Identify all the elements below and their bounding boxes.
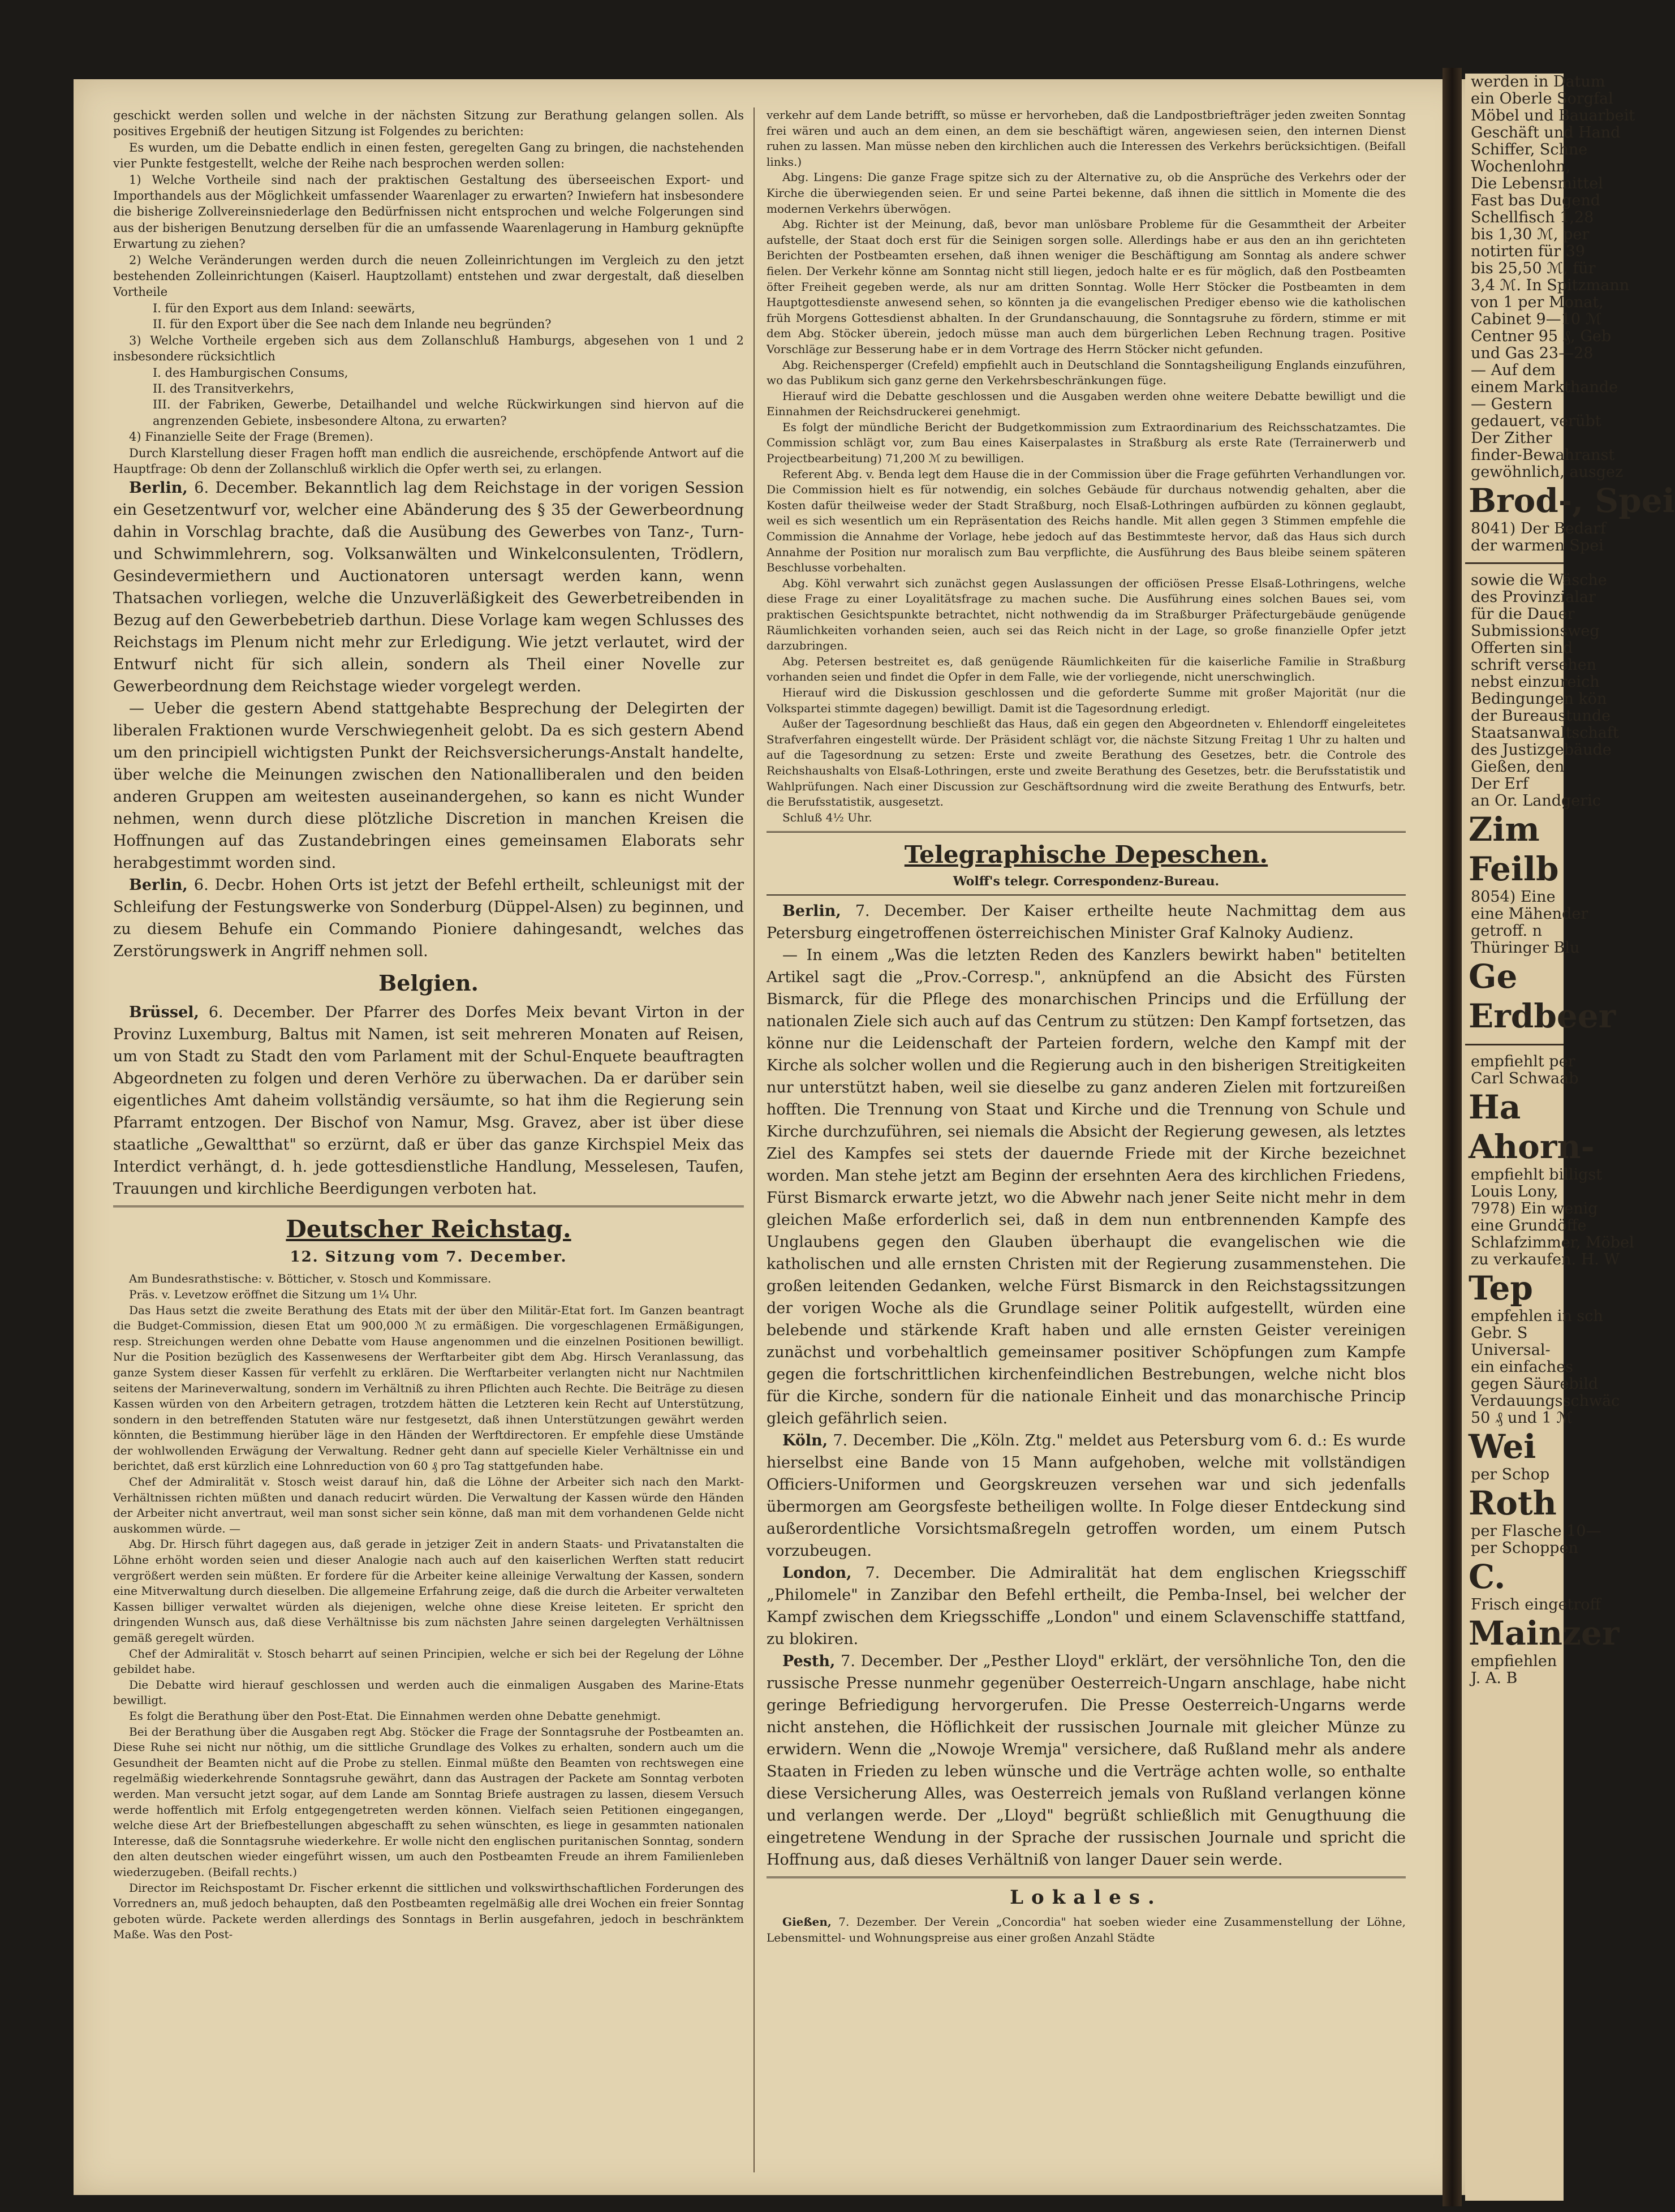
adjacent-page-line: ein einfaches [1471, 1358, 1574, 1376]
adjacent-page-line: Die Lebensmittel [1471, 175, 1603, 192]
bureau-subheading: Wolff's telegr. Correspondenz-Bureau. [953, 874, 1220, 889]
adjacent-page-line: per Schoppen [1471, 1539, 1578, 1557]
adjacent-page-line: einem Markthande [1471, 378, 1618, 396]
reichstag-paragraph: Präs. v. Levetzow eröffnet die Sitzung um 1¼ Uhr. [129, 1287, 417, 1301]
adjacent-page-line: Brod-, Spei [1469, 481, 1675, 520]
adjacent-page-line: getroff. n [1471, 922, 1543, 940]
adjacent-page-line: empfiehlt billigst [1471, 1166, 1603, 1184]
adjacent-page-line: Schlafzimmer, Möbel [1471, 1234, 1634, 1251]
adjacent-page-line: Der Zither [1471, 429, 1552, 447]
dateline-date: 6. Decbr. [193, 876, 265, 894]
reichstag-paragraph: Außer der Tagesordnung beschließt das Haus, daß ein gegen den Abgeordneten v. Ehlendorff eingeleitetes Strafverfahren eingestellt würde. Der Präsident schlägt vor, die nächste Sitzung Freitag 1 Uhr zu halten und auf die Tagesordnung zu setzen: Erste und zweite Berathung des Gesetzes, betr. die Controle des Reichshaushalts von Elsaß-Lothringen, erste und zweite Berathung des Gesetzes, betr. die Berufsstatistik und Wahlprüfungen. Nach einer Discussion zur Geschäftsordnung wird die zweite Berathung des Entwurfs, betr. die Berufsstatistik, ausgesetzt. [767, 717, 1406, 809]
dateline-date: 6. December. [208, 1004, 316, 1022]
adjacent-page-line: nebst einzureich [1471, 673, 1600, 691]
dateline-date: 6. December. [194, 479, 298, 497]
reichstag-paragraph: Es folgt der mündliche Bericht der Budgetkommission zum Extraordinarium des Reichsschatzamtes. Die Commission schlägt vor, zum Bau eines Kaiserpalastes in Straßburg als erste Rate (Terrainerwerb und Projectbearbeitung) 71,200 ℳ zu bewilligen. [767, 420, 1406, 466]
adjacent-page-line: J. A. B [1471, 1669, 1518, 1687]
adjacent-page-line: 8041) Der Bedarf [1471, 520, 1607, 537]
adjacent-page-line: 50 ₰ und 1 ℳ [1471, 1409, 1573, 1427]
reichstag-paragraph: Abg. Petersen bestreitet es, daß genügende Räumlichkeiten für die kaiserliche Familie in Straßburg vorhanden seien und findet die Opfer in dem Falle, wie der vorliegende, nicht unerschwinglich. [767, 654, 1406, 684]
reichstag-paragraph: Abg. Dr. Hirsch führt dagegen aus, daß gerade in jetziger Zeit in andern Staats- und Privatanstalten die Löhne erhöht worden seien und dieser Analogie nach auch auf den kaiserlichen Werften statt reducirt vergrößert werden sein müßten. Er fordere für die Arbeiter keine alleinige Verwaltung der Kassen, sondern eine Mitverwaltung durch dieselben. Die allgemeine Erfahrung zeige, daß die durch die Arbeiter verwalteten Kassen billiger verwaltet würden als diejenigen, welche ohne diese Kreise leiteten. Er spricht den dringenden Wunsch aus, daß diese Verhältnisse bis zum nächsten Jahre seinen dargelegten Verhältnissen gemäß geregelt würden. [113, 1537, 744, 1645]
article-text: Der „Pesther Lloyd" erklärt, der versöhnliche Ton, den die russische Presse nunmehr gegenüber Oesterreich-Ungarn anschlage, habe nicht geringe Befriedigung hervorgerufen. Die Presse Oesterreich-Ungarns werde nicht anstehen, die Höflichkeit der russischen Journale mit gleicher Münze zu erwidern. Wenn die „Nowoje Wremja" versichere, daß Rußland mehr als andere Staaten in Frieden zu leben wünsche und die Verträge achten wolle, so enthalte diese Versicherung Alles, was Oesterreich jemals von Rußland verlangen könne und verlangen werde. Der „Lloyd" begrüßt schließlich mit Genugthuung die eingetretene Wendung in der Sprache der russischen Journale und spricht die Hoffnung aus, daß dieses Verhältniß von langer Dauer sein werde. [767, 1652, 1406, 1869]
reichstag-paragraph: Am Bundesrathstische: v. Bötticher, v. Stosch und Kommissare. [129, 1272, 492, 1286]
dateline-place: Berlin, [129, 876, 188, 894]
section-heading-lokales: Lokales. [1010, 1886, 1162, 1909]
reichstag-paragraph: Hierauf wird die Debatte geschlossen und die Ausgaben werden ohne weitere Debatte bewilligt und die Einnahmen der Reichsdruckerei genehmigt. [767, 389, 1406, 419]
dateline-place: Berlin, [782, 902, 841, 920]
adjacent-page-line: Feilb [1469, 850, 1559, 888]
reichstag-paragraph: Chef der Admiralität v. Stosch weist darauf hin, daß die Löhne der Arbeiter sich nach den Markt-Verhältnissen richten müßten und danach reducirt würden. Die Verwaltung der Kassen würde den Händen der Arbeiter nicht anvertraut, weil man sonst sicher sein könne, daß man mit dem vorhandenen Gelde nicht auskommen würde. — [113, 1475, 744, 1535]
question-3c: III. der Fabriken, Gewerbe, Detailhandel und welche Rückwirkungen sind hiervon auf die angrenzenden Gebiete, insbesondere Altona, zu erwarten? [153, 398, 744, 428]
adjacent-page-line: Schellfisch 1,28 [1471, 209, 1594, 226]
paragraph: Es wurden, um die Debatte endlich in einen festen, geregelten Gang zu bringen, die nachstehenden vier Punkte festgestellt, welche der Reihe nach besprochen werden sollen: [113, 140, 744, 171]
adjacent-page-line: des Provinzialar [1471, 588, 1596, 606]
adjacent-page-line: der Bureaustunde [1471, 707, 1611, 725]
column-divider [753, 107, 755, 2172]
adjacent-page-line: der warmen Spei [1471, 537, 1604, 554]
adjacent-page-line: zu verkaufen. H. W [1471, 1251, 1620, 1268]
dateline-date: 7. December. [841, 1652, 944, 1671]
dateline-date: 7. December. [833, 1432, 936, 1450]
telegram-pesth [767, 1650, 1406, 1871]
adjacent-page-line: Roth [1469, 1484, 1557, 1522]
dateline-place: Brüssel, [129, 1004, 199, 1022]
question-3: 3) Welche Vortheile ergeben sich aus dem Zollanschluß Hamburgs, abgesehen von 1 und 2 insbesondere rücksichtlich [113, 333, 744, 364]
paragraph: Durch Klarstellung dieser Fragen hofft man endlich die ausreichende, erschöpfende Antwort auf die Hauptfrage: Ob denn der Zollanschluß wirklich die Opfer werth sei, zu erlangen. [113, 446, 744, 476]
adjacent-page-line: gedauert, verübt [1471, 412, 1601, 430]
adjacent-page-line: Tep [1469, 1269, 1533, 1307]
telegram-berlin [767, 900, 1406, 944]
local-report [767, 1914, 1406, 1946]
reichstag-paragraph: Hierauf wird die Diskussion geschlossen und die geforderte Summe mit großer Majorität (nur die Volkspartei stimmte dagegen) bewilligt. Damit ist die Tagesordnung erledigt. [767, 685, 1406, 715]
adjacent-page-line: Ha [1469, 1088, 1521, 1126]
berlin-report-2 [113, 874, 744, 962]
adjacent-page-line: schrift versehen [1471, 656, 1597, 674]
section-heading-depeschen: Telegraphische Depeschen. [904, 841, 1268, 869]
adjacent-page-line: Schiffer, Schne [1471, 141, 1588, 158]
reichstag-paragraph: verkehr auf dem Lande betrifft, so müsse er hervorheben, daß die Landpostbriefträger jeden zweiten Sonntag frei wären und auch an dem einen, an dem sie beschäftigt wären, angewiesen seien, den internen Dienst ruhen zu lassen. Man müsse neben den kirchlichen auch die Interessen des Verkehrs berücksichtigen. (Beifall links.) [767, 108, 1406, 169]
telegram-london [767, 1562, 1406, 1650]
intro-paragraph: geschickt werden sollen und welche in der nächsten Sitzung zur Berathung gelangen sollen. Als positives Ergebniß der heutigen Sitzung ist Folgendes zu berichten: [113, 109, 744, 139]
adjacent-page-line: Thüringer Blu [1471, 939, 1580, 957]
divider [1465, 1044, 1564, 1045]
bruessel-report [113, 1001, 744, 1200]
adjacent-page-line: eine Grundöffe [1471, 1217, 1587, 1234]
adjacent-page-line: an Or. Landgeric [1471, 792, 1601, 810]
reichstag-paragraph: Abg. Richter ist der Meinung, daß, bevor man unlösbare Probleme für die Gesammtheit der Arbeiter aufstelle, der Staat doch erst für die Seinigen sorgen solle. Allerdings habe er aus den an ihn gerichteten Berichten der Postbeamten ersehen, daß ihnen weniger die Beschäftigung am Sonntag als andere schwer fielen. Der Verkehr könne am Sonntag nicht still liegen, jedoch halte er es für möglich, daß den Postbeamten öfter Freiheit gegeben werde, als nur am dritten Sonntag. Wolle Herr Stöcker die Postbeamten in dem Hauptgottesdienste anwesend sehen, so könnten ja die evangelischen Prediger ebenso wie die katholischen früh Morgens Gottesdienst abhalten. In der Grundanschauung, die Sonntagsruhe zu fördern, stimme er mit dem Abg. Stöcker überein, jedoch müsse man auch dem bürgerlichen Leben Rechnung tragen. Positive Vorschläge zur Besserung habe er in dem Vortrage des Herrn Stöcker nicht gefunden. [767, 217, 1406, 356]
adjacent-page-line: gewöhnlich, ausgez [1471, 463, 1624, 481]
adjacent-page-line: Wochenlohn, [1471, 158, 1571, 175]
adjacent-page-line: sowie die Wäsche [1471, 571, 1607, 589]
adjacent-page-line: Möbel und Bauarbeit [1471, 107, 1635, 124]
session-subheading: 12. Sitzung vom 7. December. [290, 1249, 567, 1266]
article-text: Hohen Orts ist jetzt der Befehl ertheilt, schleunigst mit der Schleifung der Festungswerke von Sonderburg (Düppel-Alsen) zu beginnen, und zu diesem Behufe ein Commando Pioniere dahingesandt, welches das Zerstörungswerk in Angriff nehmen soll. [113, 876, 744, 961]
adjacent-page-line: Offerten sind [1471, 639, 1573, 657]
question-2a: I. für den Export aus dem Inland: seewärts, [153, 301, 415, 315]
question-2b: II. für den Export über die See nach dem Inlande neu begründen? [153, 317, 552, 332]
book-binding [1443, 68, 1462, 2206]
adjacent-page-line: Gebr. S [1471, 1324, 1528, 1342]
adjacent-page-line: empfehlen in sch [1471, 1307, 1603, 1325]
adjacent-page-line: Ge [1469, 957, 1518, 996]
article-text: Der Verein „Concordia" hat soeben wieder eine Zusammenstellung der Löhne, Lebensmittel- und Wohnungspreise aus einer großen Anzahl Städte [767, 1915, 1406, 1944]
question-3a: I. des Hamburgischen Consums, [153, 365, 348, 380]
adjacent-page-line: bis 1,30 ℳ, per [1471, 226, 1590, 243]
divider [1465, 562, 1564, 564]
reichstag-paragraph: Das Haus setzt die zweite Berathung des Etats mit der über den Militär-Etat fort. Im Ganzen beantragt die Budget-Commission, diesen Etat um 900,000 ℳ zu ermäßigen. Die vorgeschlagenen Ermäßigungen, resp. Streichungen werden ohne Debatte vom Hause angenommen und die einzelnen Positionen bewilligt. Nur die Position bezüglich des Kassenwesens der Werftarbeiter gibt dem Abg. Hirsch Veranlassung, das ganze System dieser Kassen für verfehlt zu erklären. Die Werftarbeiter verlangten nicht nur Nachtmilen seitens der Marineverwaltung, sondern im Verhältniß zu ihren Pflichten auch Rechte. Die Beiträge zu diesen Kassen würden von den Arbeitern getragen, trotzdem hätten die Letzteren kein Recht auf Unterstützung, sondern in den betreffenden Statuten wäre nur festgesetzt, daß ihnen Unterstützungen gewährt werden könnten, die Bestimmung hierüber läge in den Händen der Werftdirectoren. Er empfehle diese Umstände der wohlwollenden Erwägung der Verwaltung. Redner geht dann auf specielle Kieler Verhältnisse ein und berichtet, daß erst kürzlich eine Lohnreduction von 60 ₰ pro Tag stattgefunden habe. [113, 1303, 744, 1473]
section-divider [767, 1877, 1406, 1878]
adjacent-page-line: Cabinet 9—10 ℳ [1471, 311, 1602, 328]
dateline-place: London, [782, 1564, 852, 1582]
adjacent-page-strip [1465, 73, 1675, 2201]
section-divider [767, 831, 1406, 833]
dateline-place: Gießen, [782, 1915, 832, 1929]
adjacent-page-line: — Gestern [1471, 395, 1553, 413]
adjacent-page-line: Fast bas Dugend [1471, 192, 1601, 209]
question-1: 1) Welche Vortheile sind nach der praktischen Gestaltung des überseeischen Export- und Importhandels aus der Möglichkeit umfassender Waarenlager zu erwarten? Inwiefern hat insbesondere die bisherige Zollvereinsniederlage den Bedürfnissen nicht entsprochen und welche Folgerungen sind aus der bisherigen Benutzung derselben für die an umfassende Waarenlagerung in Hamburg geknüpfte Erwartung zu ziehen? [113, 173, 744, 251]
adjacent-page-line: per Schop [1471, 1466, 1550, 1483]
question-2: 2) Welche Veränderungen werden durch die neuen Zolleinrichtungen im Vergleich zu den jetzt bestehenden Zolleinrichtungen (Kaiserl. Hauptzollamt) entstehen und zwar dergestalt, daß dieselben Vortheile [113, 253, 744, 299]
divider [767, 894, 1406, 896]
session-close: Schluß 4½ Uhr. [782, 810, 872, 824]
reichstag-paragraph: Chef der Admiralität v. Stosch beharrt auf seinen Principien, welche er sich bei der Regelung der Löhne gebildet habe. [113, 1646, 744, 1676]
adjacent-page-text [1465, 73, 1675, 1687]
adjacent-page-line: — Auf dem [1471, 362, 1556, 379]
reichstag-paragraph: Referent Abg. v. Benda legt dem Hause die in der Commission über die Frage geführten Verhandlungen vor. Die Commission hielt es für notwendig, ein solches Gebäude für durchaus notwendig gehalten, aber die Kosten dafür theilweise weder der Stadt Straßburg, noch Elsaß-Lothringen aufbürden zu können geglaubt, weil es sich wesentlich um ein Repräsentation des Reichs handle. Mit allen gegen 3 Stimmen empfehle die Commission die Annahme der Vorlage, hebe jedoch auf das Bestimmteste hervor, daß das Haus sich durch Annahme der Position nur moralisch zum Bau verpflichte, die Ausführung des Baus bleibe seinem späteren Beschlusse vorbehalten. [767, 467, 1406, 575]
adjacent-page-line: empfiehlt per [1471, 1053, 1575, 1070]
adjacent-page-line: Bedingungen kön [1471, 690, 1607, 708]
adjacent-page-line: per Flasche 10— [1471, 1522, 1601, 1540]
adjacent-page-line: finder-Bewahranst [1471, 446, 1615, 464]
reichstag-paragraph: Abg. Reichensperger (Crefeld) empfiehlt auch in Deutschland die Sonntagsheiligung Englands einzuführen, wo das Publikum sich ganz gerne den Verkehrsbeschränkungen füge. [767, 358, 1406, 388]
berlin-report-1 [113, 477, 744, 698]
adjacent-page-line: für die Dauer [1471, 605, 1575, 623]
adjacent-page-line: 8054) Eine [1471, 888, 1556, 906]
dateline-date: 7. December. [855, 902, 967, 920]
adjacent-page-line: Mainzer [1469, 1614, 1620, 1652]
adjacent-page-line: des Justizgebäude [1471, 741, 1612, 759]
right-column [767, 107, 1406, 2172]
section-heading-belgien: Belgien. [378, 970, 479, 996]
adjacent-page-line: Verdauungsschwäc [1471, 1392, 1620, 1410]
question-4: 4) Finanzielle Seite der Frage (Bremen). [129, 430, 373, 444]
reichstag-paragraph: Abg. Köhl verwahrt sich zunächst gegen Auslassungen der officiösen Presse Elsaß-Lothringens, welche diese Frage zu einer Loyalitätsfrage zu machen suche. Die Ausführung eines solchen Baues sei, vom praktischen Gesichtspunkte betrachtet, nicht nothwendig da im Straßburger Präfecturgebäude genügende Räumlichkeiten vorhanden seien, auch sei das Reich nicht in der Lage, so große finanzielle Opfer jetzt darzubringen. [767, 576, 1406, 653]
adjacent-page-line: Ahorn- [1469, 1127, 1595, 1166]
dateline-place: Berlin, [129, 479, 188, 497]
adjacent-page-line: C. [1469, 1557, 1506, 1596]
dateline-date: 7. December. [865, 1564, 976, 1582]
question-3b: II. des Transitverkehrs, [153, 381, 294, 395]
adjacent-page-line: Submissionsweg [1471, 622, 1600, 640]
telegram-koeln [767, 1430, 1406, 1562]
adjacent-page-line: Gießen, den [1471, 758, 1565, 776]
berlin-report-1-continued: — Ueber die gestern Abend stattgehabte Besprechung der Delegirten der liberalen Fraktionen wurde Verschwiegenheit gelobt. Da es sich gestern Abend um den principiell wichtigsten Punkt der Reichsversicherungs-Anstalt handelte, über welche die Meinungen zwischen den Nationalliberalen und den beiden anderen Gruppen am weitesten auseinandergehen, so kann es nicht Wunder nehmen, wenn durch diese plötzliche Discretion in manchen Kreisen die Hoffnungen auf das Zustandebringen eines gemeinsamen Elaborats sehr herabgestimmt worden sind. [113, 700, 744, 872]
adjacent-page-line: Der Erf [1471, 775, 1528, 793]
adjacent-page-line: Frisch eingetroff [1471, 1596, 1601, 1613]
left-column [113, 107, 744, 2172]
adjacent-page-line: werden in Datum [1471, 73, 1605, 91]
reichstag-paragraph: Director im Reichspostamt Dr. Fischer erkennt die sittlichen und volkswirthschaftlichen Forderungen des Vorredners an, muß jedoch behaupten, daß den Postbeamten regelmäßig alle drei Wochen ein freier Sonntag geboten würde. Packete werden allerdings des Sonntags in Berlin ausgefahren, jedoch in beschränktem Maße. Was den Post- [113, 1880, 744, 1942]
section-divider [113, 1206, 744, 1207]
adjacent-page-line: bis 25,50 ℳ, für [1471, 260, 1596, 277]
article-text: Die „Köln. Ztg." meldet aus Petersburg vom 6. d.: Es wurde hierselbst eine Bande von 15 Mann aufgehoben, welche mit vollständigen Officiers-Uniformen und Georgskreuzen versehen war und sich jedenfalls übermorgen am Georgsfeste betheiligen wollte. In Folge dieser Entdeckung sind außerordentliche Vorsichtsmaßregeln getroffen worden, um einem Putsch vorzubeugen. [767, 1432, 1406, 1560]
telegram-berlin-continued: — In einem „Was die letzten Reden des Kanzlers bewirkt haben" betitelten Artikel sagt die „Prov.-Corresp.", anknüpfend an die Absicht des Fürsten Bismarck, für die Pflege des monarchischen Princips und die Erfüllung der nationalen Ziele sich auch auf das Centrum zu stützen: Den Kampf fortsetzen, das könne nur die Leidenschaft der Parteien fordern, welche den Kampf mit der Kirche als solcher wollen und die Regierung auch in den bisherigen Streitigkeiten nur unterstützt haben, weil sie dieselbe zu ganz anderen Zielen mit fortzureißen hofften. Die Trennung von Staat und Kirche und die Trennung von Schule und Kirche durchzuführen, sei niemals die Absicht der Regierung gewesen, als letztes Ziel des Kampfes sei stets der dauernde Friede mit der Kirche bezeichnet worden. Man stehe jetzt am Beginn der ersehnten Aera des kirchlichen Friedens, Fürst Bismarck erwarte jetzt, wo die Abwehr nach jener Seite nicht mehr in dem gleichen Maße erforderlich sei, daß in dem nun entbrennenden Kampfe des Unglaubens gegen den Glauben überhaupt die evangelischen wie die katholischen und alle ernsten Christen mit der Regierung zusammenstehen. Die großen leitenden Gedanken, welche Fürst Bismarck in den Reichstagssitzungen der vorigen Woche als die Grundlage seiner Politik aufgestellt, würden eine belebende und stärkende Kraft haben und alle ernsten Geister vereinigen zunächst und vorbehaltlich gemeinsamer positiver Schöpfungen zum Kampfe gegen die fortschrittlichen kirchenfeindlichen Bestrebungen, welche nicht blos für die Kirche, sondern für die nationale Einheit und das monarchische Princip gleich gefährlich seien. [767, 946, 1406, 1428]
adjacent-page-line: empfiehlen [1471, 1652, 1557, 1670]
adjacent-page-line: 3,4 ℳ. In Spitzmann [1471, 277, 1630, 294]
article-text: Der Kaiser ertheilte heute Nachmittag dem aus Petersburg eingetroffenen österreichischen Minister Graf Kalnoky Audienz. [767, 902, 1406, 943]
newspaper-page [74, 79, 1471, 2195]
dateline-date: 7. Dezember. [838, 1915, 918, 1929]
reichstag-paragraph: Es folgt die Berathung über den Post-Etat. Die Einnahmen werden ohne Debatte genehmigt. [129, 1709, 661, 1723]
reichstag-paragraph: Die Debatte wird hierauf geschlossen und werden auch die einmaligen Ausgaben des Marine-Etats bewilligt. [113, 1677, 744, 1707]
adjacent-page-line: Universal- [1471, 1341, 1551, 1359]
adjacent-page-line: Carl Schwaab [1471, 1070, 1579, 1087]
reichstag-paragraph: Abg. Lingens: Die ganze Frage spitze sich zu der Alternative zu, ob die Ansprüche des Verkehrs oder der Kirche die überwiegenden seien. Er und seine Partei bekenne, daß ihnen die sittlich in Momente die des modernen Verkehrs überwögen. [767, 170, 1406, 216]
adjacent-page-line: Louis Lony, [1471, 1183, 1558, 1200]
adjacent-page-line: und Gas 23—28 [1471, 345, 1594, 362]
adjacent-page-line: Staatsanwaltschaft [1471, 724, 1619, 742]
article-text: Die Admiralität hat dem englischen Kriegsschiff „Philomele" in Zanzibar den Befehl ertheilt, die Pemba-Insel, bei welcher der Kampf zwischen dem Kriegsschiffe „London" und einem Sclavenschiffe stattfand, zu blokiren. [767, 1564, 1406, 1649]
article-text: Bekanntlich lag dem Reichstage in der vorigen Session ein Gesetzentwurf vor, welcher eine Abänderung des § 35 der Gewerbeordnung dahin in Vorschlag brachte, daß die Ausübung des Gewerbes von Tanz-, Turn- und Schwimmlehrern, sog. Volksanwälten und Winkelconsulenten, Trödlern, Gesindevermiethern und Auctionatoren untersagt werden kann, wenn Thatsachen vorliegen, welche die Unzuverläßigkeit des Gewerbetreibenden in Bezug auf den Gewerbebetrieb darthun. Diese Vorlage kam wegen Schlusses des Reichstags im Plenum nicht mehr zur Erledigung. Wie jetzt verlautet, wird der Entwurf nicht für sich allein, sondern als Theil einer Novelle zur Gewerbeordnung dem Reichstage wieder vorgelegt werden. [113, 479, 744, 696]
section-heading-reichstag: Deutscher Reichstag. [286, 1215, 571, 1243]
adjacent-page-line: 7978) Ein wenig [1471, 1200, 1598, 1217]
adjacent-page-line: Erdbeer [1469, 997, 1616, 1035]
adjacent-page-line: gegen Säurebild [1471, 1375, 1599, 1393]
adjacent-page-line: notirten für 39 [1471, 243, 1586, 260]
adjacent-page-line: von 1 per Monat, [1471, 294, 1604, 311]
adjacent-page-line: ein Oberle Sorgfal [1471, 90, 1613, 107]
adjacent-page-line: Wei [1469, 1427, 1536, 1466]
adjacent-page-line: eine Mähender [1471, 905, 1588, 923]
adjacent-page-line: Geschäft und Hand [1471, 124, 1621, 141]
adjacent-page-line: Centner 95 ₰, Geb [1471, 328, 1612, 345]
adjacent-page-line: Zim [1469, 810, 1540, 849]
dateline-place: Pesth, [782, 1652, 836, 1671]
dateline-place: Köln, [782, 1432, 828, 1450]
article-text: Der Pfarrer des Dorfes Meix bevant Virton in der Provinz Luxemburg, Baltus mit Namen, ist seit mehreren Monaten auf Reisen, um von Stadt zu Stadt den vom Parlament mit der Schul-Enquete beauftragten Abgeordneten zu folgen und deren Verhöre zu überwachen. Da er darüber sein eigentliches Amt daheim vollständig versäumte, so hat ihm die Regierung sein Pfarramt entzogen. Der Bischof von Namur, Msg. Gravez, aber ist über diese staatliche „Gewaltthat" so erzürnt, daß er über das ganze Kirchspiel Meix das Interdict verhängt, d. h. jede gottesdienstliche Handlung, Messelesen, Taufen, Trauungen und kirchliche Beerdigungen verboten hat. [113, 1004, 744, 1198]
reichstag-paragraph: Bei der Berathung über die Ausgaben regt Abg. Stöcker die Frage der Sonntagsruhe der Postbeamten an. Diese Ruhe sei nicht nur nöthig, um die sittliche Grundlage des Volkes zu erhalten, sondern auch um die Gesundheit der Beamten nicht auf die Probe zu stellen. Einmal müßte den Beamten von rechtswegen eine regelmäßig wiederkehrende Sonntagsruhe gewährt, dann das Austragen der Packete am Sonntag verboten werden. Man versucht jetzt sogar, auf dem Lande am Sonntag Briefe austragen zu lassen, diesem Versuch werde hoffentlich mit Erfolg entgegengetreten werden können. Vielfach seien Petitionen eingegangen, welche diese Art der Briefbestellungen abgeschafft zu sehen wünschten, es liege in gesammten nationalen Interesse, daß die Sonntagsruhe wiederkehre. Er wolle nicht den englischen puritanischen Sonntag, sondern den alten deutschen wieder eingeführt wissen, um auch den Postbeamten Freude an ihrem Familienleben wiederzugeben. (Beifall rechts.) [113, 1724, 744, 1879]
